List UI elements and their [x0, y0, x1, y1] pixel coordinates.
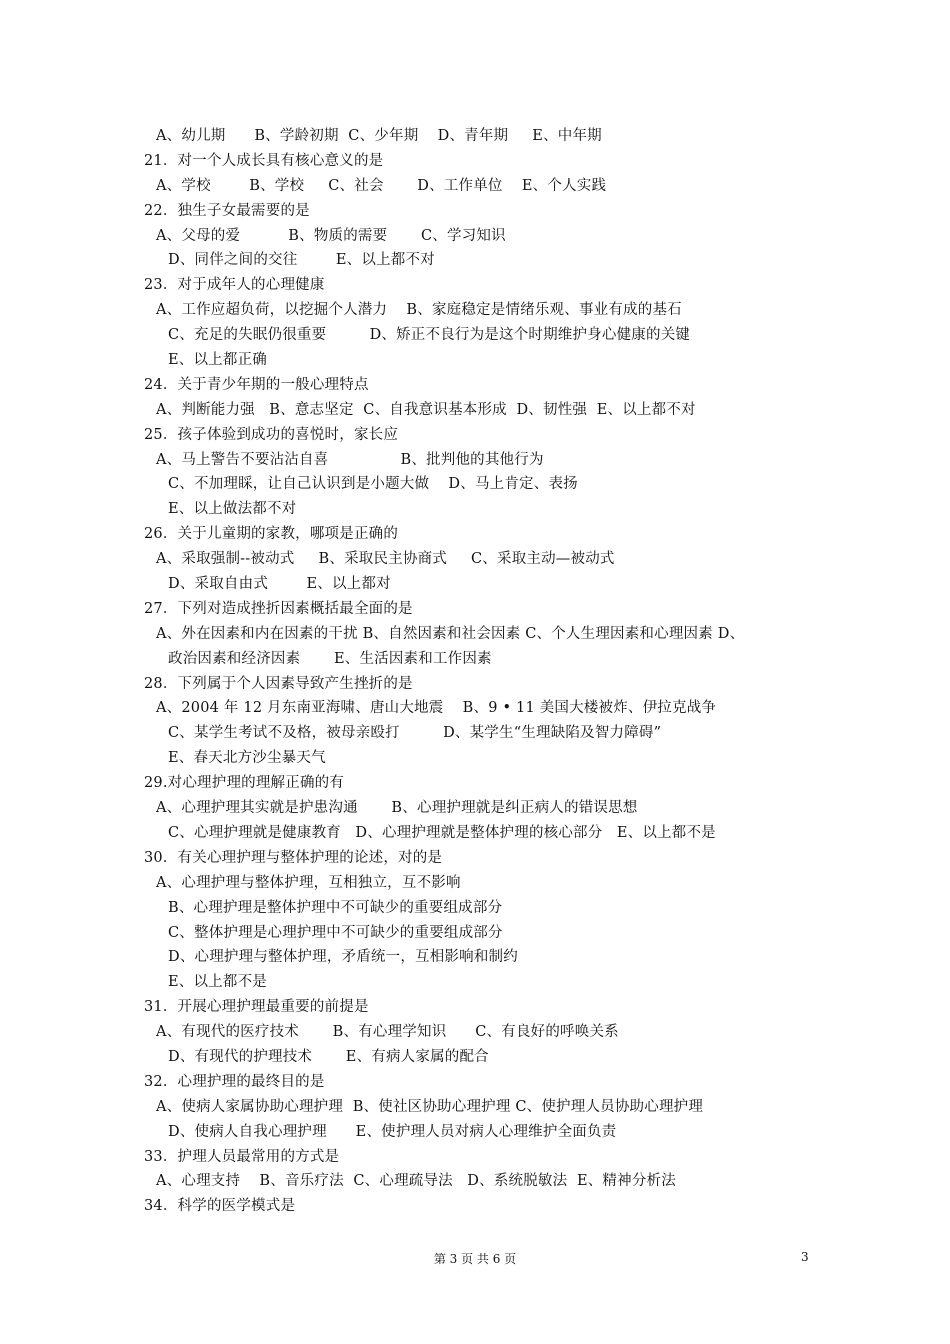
answer-options: D、心理护理与整体护理，矛盾统一，互相影响和制约: [168, 949, 518, 966]
answer-options: D、同伴之间的交往 E、以上都不对: [168, 252, 435, 269]
answer-options: C、充足的失眠仍很重要 D、矫正不良行为是这个时期维护身心健康的关键: [168, 327, 691, 344]
question-stem: 24．关于青少年期的一般心理特点: [144, 376, 369, 393]
footer-page-label: 第 3 页 共 6 页: [433, 1252, 517, 1266]
answer-options: C、整体护理是心理护理中不可缺少的重要组成部分: [168, 924, 503, 941]
question-stem: 26．关于儿童期的家教，哪项是正确的: [144, 526, 399, 543]
answer-options: C、某学生考试不及格，被母亲殴打 D、某学生“生理缺陷及智力障碍”: [168, 725, 662, 742]
question-list: [144, 124, 824, 1219]
answer-options: E、以上都不是: [168, 974, 267, 991]
answer-options: A、父母的爱 B、物质的需要 C、学习知识: [156, 227, 506, 244]
answer-options: D、使病人自我心理护理 E、使护理人员对病人心理维护全面负责: [168, 1123, 617, 1140]
answer-options: A、外在因素和内在因素的干扰 B、自然因素和社会因素 C、个人生理因素和心理因素 D、: [156, 625, 745, 642]
answer-options: A、幼儿期 B、学龄初期 C、少年期 D、青年期 E、中年期: [156, 128, 602, 144]
question-stem: 33．护理人员最常用的方式是: [144, 1148, 340, 1165]
answer-options: A、采取强制--被动式 B、采取民主协商式 C、采取主动—被动式: [156, 551, 615, 568]
answer-options: A、2004 年 12 月东南亚海啸、唐山大地震 B、9 • 11 美国大楼被炸、伊拉克战争: [156, 700, 717, 717]
answer-options: A、工作应超负荷，以挖掘个人潜力 B、家庭稳定是情绪乐观、事业有成的基石: [156, 302, 682, 319]
question-stem: 22．独生子女最需要的是: [144, 202, 310, 219]
answer-options: A、马上警告不要沾沾自喜 B、批判他的其他行为: [156, 451, 544, 468]
answer-options: A、有现代的医疗技术 B、有心理学知识 C、有良好的呼唤关系: [156, 1024, 619, 1041]
question-stem: 27．下列对造成挫折因素概括最全面的是: [144, 600, 413, 617]
answer-options: C、心理护理就是健康教育 D、心理护理就是整体护理的核心部分 E、以上都不是: [168, 824, 716, 841]
answer-options: A、学校 B、学校 C、社会 D、工作单位 E、个人实践: [156, 177, 607, 194]
question-stem: 32．心理护理的最终目的是: [144, 1073, 325, 1090]
question-stem: 21．对一个人成长具有核心意义的是: [144, 152, 384, 169]
answer-options: E、以上做法都不对: [168, 501, 297, 518]
question-stem: 25．孩子体验到成功的喜悦时，家长应: [144, 426, 399, 443]
answer-options: A、使病人家属协助心理护理 B、使社区协助心理护理 C、使护理人员协助心理护理: [156, 1098, 704, 1115]
answer-options: B、心理护理是整体护理中不可缺少的重要组成部分: [168, 899, 503, 916]
footer-page-number: 3: [801, 1250, 809, 1264]
answer-options: A、判断能力强 B、意志坚定 C、自我意识基本形成 D、韧性强 E、以上都不对: [156, 401, 696, 418]
answer-options: E、以上都正确: [168, 352, 267, 369]
answer-options: D、采取自由式 E、以上都对: [168, 576, 391, 593]
question-stem: 23．对于成年人的心理健康: [144, 277, 325, 294]
answer-options: A、心理支持 B、音乐疗法 C、心理疏导法 D、系统脱敏法 E、精神分析法: [156, 1173, 676, 1190]
question-stem: 30．有关心理护理与整体护理的论述，对的是: [144, 849, 443, 866]
answer-options: D、有现代的护理技术 E、有病人家属的配合: [168, 1048, 489, 1065]
question-stem: 29.对心理护理的理解正确的有: [144, 775, 345, 792]
question-stem: 34．科学的医学模式是: [144, 1198, 296, 1215]
question-stem: 31．开展心理护理最重要的前提是: [144, 999, 369, 1016]
answer-options: A、心理护理与整体护理，互相独立，互不影响: [156, 874, 461, 891]
answer-options: E、春天北方沙尘暴天气: [168, 750, 326, 767]
answer-options: A、心理护理其实就是护患沟通 B、心理护理就是纠正病人的错误思想: [156, 800, 638, 817]
question-stem: 28．下列属于个人因素导致产生挫折的是: [144, 675, 413, 692]
answer-options: 政治因素和经济因素 E、生活因素和工作因素: [168, 650, 492, 667]
answer-options: C、不加理睬，让自己认识到是小题大做 D、马上肯定、表扬: [168, 476, 578, 493]
